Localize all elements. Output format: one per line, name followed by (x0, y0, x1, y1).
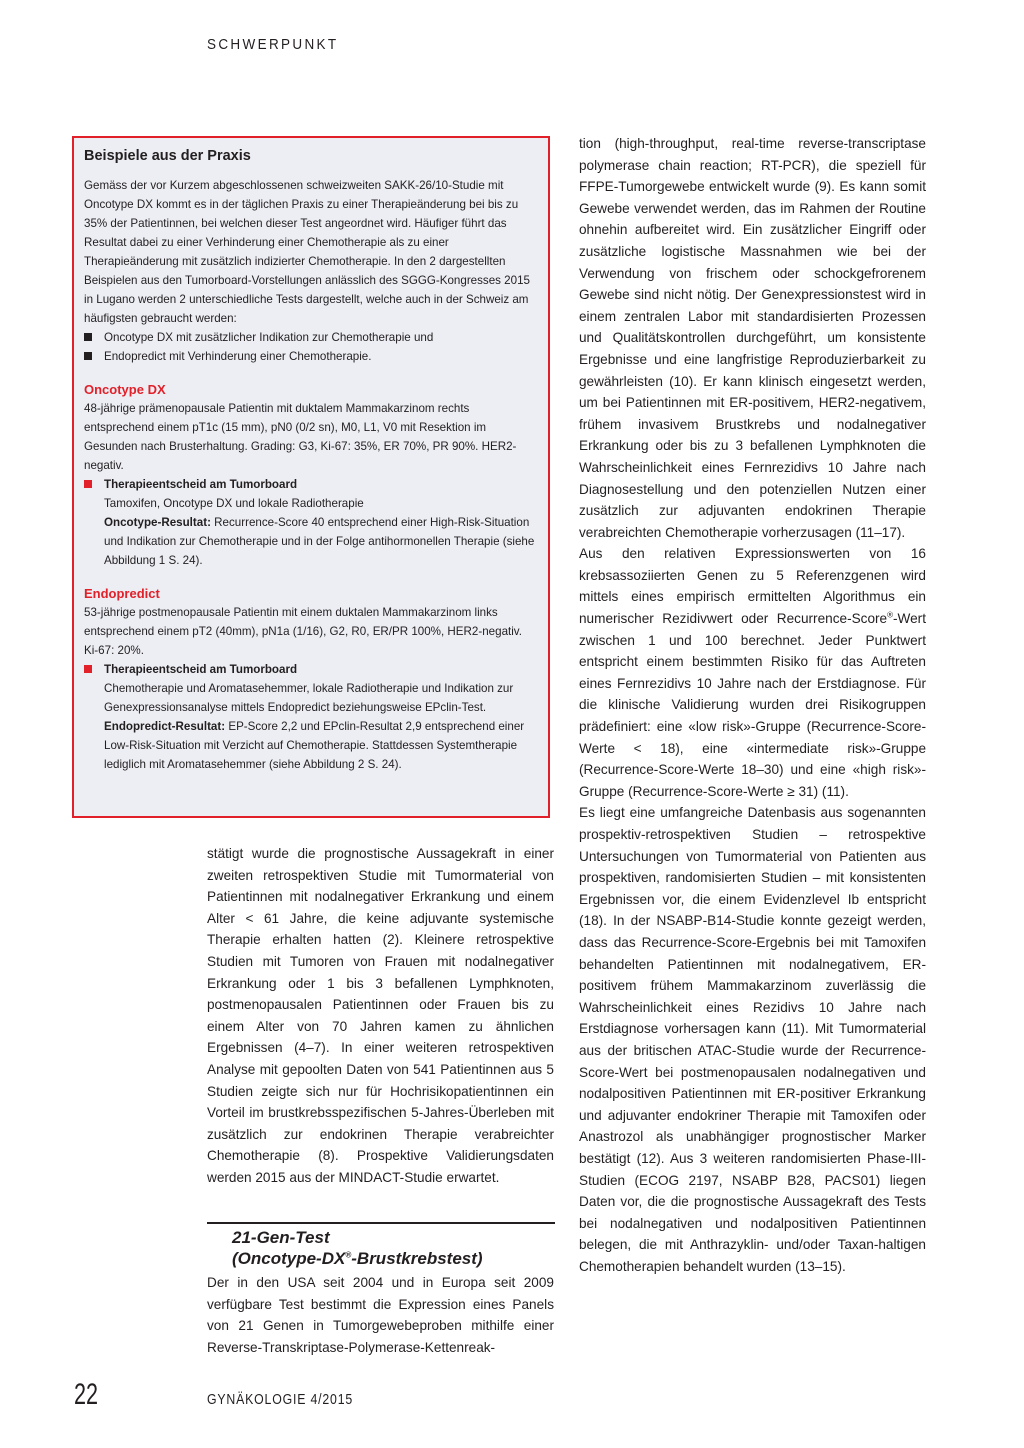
oncotype-result: Oncotype-Resultat: Recurrence-Score 40 entsprechend einer High-Risk-Situation und Indikation zur Chemotherapie und in der Folge antihormonellen Therapie (siehe Abbildung 1 S. 24). (104, 516, 535, 567)
oncotype-decision: Therapieentscheid am Tumorboard (84, 475, 536, 494)
red-square-bullet-icon (84, 665, 92, 673)
oncotype-case: 48-jährige prämenopausale Patientin mit duktalem Mammakarzinom rechts entsprechend einem pT1c (15 mm), pN0 (0/2 sn), M0, L1, V0 mit Resektion im Gesunden nach Brusterhaltung. Grading: G3, Ki-67: 35%, ER 70%, PR 90%. HER2-negativ. (84, 402, 517, 472)
square-bullet-icon (84, 333, 92, 341)
body-paragraph: tion (high-throughput, real-time reverse-transcriptase polymerase chain reaction; RT-PCR), die speziell für FFPE-Tumorgewebe entwickelt wurde (9). Es kann somit Gewebe verwendet werden, das im Rahmen der Routine ohnehin aufbereitet wird. Ein zusätzlicher Eingriff oder zusätzliche logistische Massnahmen wie bei der Verwendung von frischem oder schockgefrorenem Gewebe sind nicht nötig. Der Genexpressionstest wird in einem zentralen Labor mit standardisierten Prozessen und Qualitätskontrollen durchgeführt, um konsistente Ergebnisse und eine langfristige Reproduzierbarkeit zu gewährleisten (10). Er kann klinisch eingesetzt werden, um bei Patientinnen mit ER-positivem, HER2-negativem, frühem invasivem Brustkrebs und nodalnegativer Erkrankung oder bis zu 3 befallenen Lymphknoten die Wahrscheinlichkeit eines Fernrezidivs 10 Jahre nach Diagnosestellung und den potenziellen Nutzen einer zusätzlich zur adjuvanten endokrinen Therapie verabreichten Chemotherapie vorherzusagen (11–17). (579, 136, 926, 540)
box-intro: Gemäss der vor Kurzem abgeschlossenen schweizweiten SAKK-26/10-Studie mit Oncotype DX kommt es in der täglichen Praxis zu einer Therapieänderung bei bis zu 35% der Patientinnen, bei welchen dieser Test angeordnet wird. Häufiger führt das Resultat dabei zu einer Verhinderung einer Chemotherapie als zu einer Therapieänderung mit zusätzlich indizierter Chemotherapie. In den 2 dargestellten Beispielen aus den Tumorboard-Vorstellungen anlässlich des SGGG-Kongresses 2015 in Lugano werden 2 unterschiedliche Tests dargestellt, welche auch in der Schweiz am häufigsten gebraucht werden: (84, 179, 530, 325)
endopredict-decision-text: Chemotherapie und Aromatasehemmer, lokale Radiotherapie und Indikation zur Genexpressionsanalyse mittels Endopredict beziehungsweise EPclin-Test. (104, 682, 514, 714)
square-bullet-icon (84, 352, 92, 360)
red-square-bullet-icon (84, 480, 92, 488)
box-title: Beispiele aus der Praxis (84, 148, 251, 164)
left-column-text (207, 843, 554, 1189)
list-item: Oncotype DX mit zusätzlicher Indikation zur Chemotherapie und (84, 328, 536, 347)
page-number: 22 (74, 1378, 99, 1411)
body-paragraph: Es liegt eine umfangreiche Datenbasis aus sogenannten prospektiv-retrospektiven Studien – retrospektive Untersuchungen von Tumormaterial von Patienten aus prospektiven, randomisierten Studien – mit konsistenten Ergebnissen vor, die einem Evidenzlevel Ib entspricht (18). In der NSABP-B14-Studie konnte gezeigt werden, dass das Recurrence-Score-Ergebnis bei mit Tamoxifen behandelten Patientinnen mit nodalnegativem, ER-positivem frühem Mammakarzinom zuverlässig die Wahrscheinlichkeit eines Rezidivs 10 Jahre nach Erstdiagnose vorhersagen kann (11). Mit Tumormaterial aus der britischen ATAC-Studie wurde der Recurrence-Score-Wert bei postmenopausalen nodalnegativen und nodalpositiven Patientinnen mit ER-positiver Erkrankung und adjuvanter endokriner Therapie mit Tamoxifen oder Anastrozol als unabhängiger prognostischer Marker bestätigt (12). Aus 3 weiteren randomisierten Phase-III-Studien (ECOG 2197, NSABP B28, PACS01) liegen Daten vor, die die prognostische Aussagekraft des Tests bei nodalnegativen und nodalpositiven Patientinnen belegen, die mit Anthrazyklin- und/oder Taxan-haltigen Chemotherapien behandelt wurden (13–15). (579, 805, 926, 1274)
endopredict-case: 53-jährige postmenopausale Patientin mit einem duktalen Mammakarzinom links entsprechend einem pT2 (40mm), pN1a (1/16), G2, R0, ER/PR 100%, HER2-negativ. Ki-67: 20%. (84, 606, 522, 657)
endopredict-heading: Endopredict (84, 586, 160, 601)
section-title: 21-Gen-Test (Oncotype-DX®-Brustkrebstest) (232, 1228, 483, 1268)
body-paragraph: stätigt wurde die prognostische Aussagekraft in einer zweiten retrospektiven Studie mit Tumormaterial von Patientinnen mit nodalnegativer Erkrankung und einem Alter < 61 Jahre, die keine adjuvante systemische Therapie erhalten hatten (2). Kleinere retrospektive Studien mit Tumoren von Frauen mit nodalnegativer Erkrankung oder 1 bis 3 befallenen Lymphknoten, postmenopausalen Patientinnen oder Frauen bis zu einem Alter von 70 Jahren kamen zu ähnlichen Ergebnissen (4–7). In einer weiteren retrospektiven Analyse mit gepoolten Daten von 541 Patientinnen aus 5 Studien zeigte sich nur für Hochrisikopatientinnen ein Vorteil im brustkrebsspezifischen 5-Jahres-Überleben mit zusätzlich zur endokrinen Therapie verabreichter Chemotherapie (8). Prospektive Validierungsdaten werden 2015 aus der MINDACT-Studie erwartet. (207, 846, 554, 1185)
oncotype-heading: Oncotype DX (84, 382, 166, 397)
section-rule (207, 1222, 555, 1224)
body-paragraph: Der in den USA seit 2004 und in Europa seit 2009 verfügbare Test bestimmt die Expression eines Panels von 21 Genen in Tumorgewebeproben mithilfe einer Reverse-Transkriptase-Polymerase-Kettenreak- (207, 1275, 554, 1355)
practice-examples-box (72, 136, 550, 818)
list-item: Endopredict mit Verhinderung einer Chemotherapie. (84, 347, 536, 366)
body-paragraph: Aus den relativen Expressionswerten von 16 krebsassoziierten Genen zu 5 Referenzgenen wird mittels eines empirisch ermittelten Algorithmus ein numerischer Rezidivwert oder Recurrence-Score®-Wert zwischen 1 und 100 berechnet. Jeder Punktwert entspricht einem bestimmten Risiko für das Auftreten eines Fernrezidivs 10 Jahre nach der Erstdiagnose. Für die klinische Validierung wurden drei Risikogruppen prädefiniert: eine «low risk»-Gruppe (Recurrence-Score-Werte < 18), eine «intermediate risk»-Gruppe (Recurrence-Score-Werte 18–30) und eine «high risk»-Gruppe (Recurrence-Score-Werte ≥ 31) (11). (579, 546, 926, 799)
left-column-text-2 (207, 1272, 554, 1358)
section-header: SCHWERPUNKT (207, 36, 339, 53)
oncotype-decision-text: Tamoxifen, Oncotype DX und lokale Radiotherapie (104, 497, 364, 510)
endopredict-decision: Therapieentscheid am Tumorboard (84, 660, 536, 679)
journal-name: GYNÄKOLOGIE 4/2015 (207, 1391, 354, 1408)
right-column-text (579, 133, 926, 1277)
endopredict-result: Endopredict-Resultat: EP-Score 2,2 und EPclin-Resultat 2,9 entsprechend einer Low-Risk-Situation mit Verzicht auf Chemotherapie. Stattdessen Systemtherapie lediglich mit Aromatasehemmer (siehe Abbildung 2 S. 24). (104, 720, 525, 771)
